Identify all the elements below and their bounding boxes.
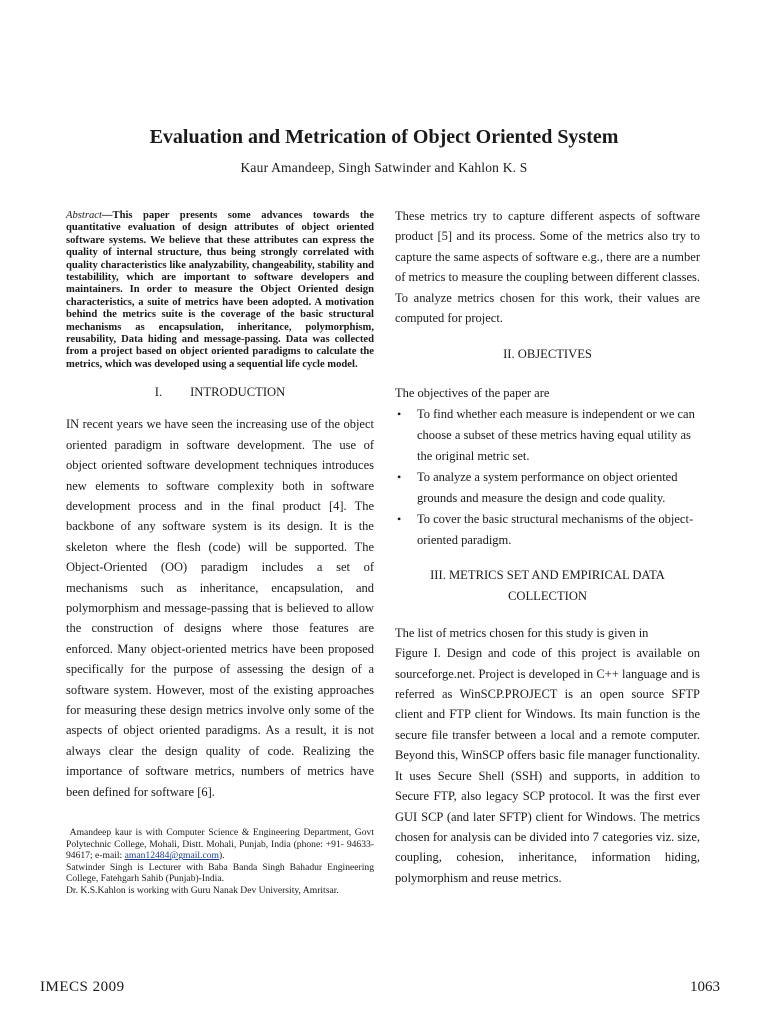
bullet-glyph: • <box>397 469 402 484</box>
abstract-label: Abstract <box>66 210 102 221</box>
metrics-list-intro: The list of metrics chosen for this study is given in <box>395 625 649 640</box>
right-column <box>395 206 700 888</box>
section-heading-objectives: II. OBJECTIVES <box>503 347 592 362</box>
section-title-metrics-line2: COLLECTION <box>507 588 588 603</box>
abstract <box>66 210 374 371</box>
section-title-metrics-line1: III. METRICS SET AND EMPIRICAL DATA <box>430 567 665 582</box>
list-item <box>395 404 700 467</box>
bullet-glyph: • <box>397 406 402 421</box>
section-heading-metrics <box>395 565 700 607</box>
footnote-third-author: Dr. K.S.Kahlon is working with Guru Nanak Dev University, Amritsar. <box>66 884 339 896</box>
footnote-second-author: Satwinder Singh is Lecturer with Baba Banda Singh Bahadur Engineering College, Fatehgarh Sahib (Punjab)-India. <box>66 861 374 885</box>
author-list: Kaur Amandeep, Singh Satwinder and Kahlon K. S <box>240 160 528 175</box>
list-item <box>395 509 700 551</box>
abstract-dash: — <box>101 210 113 221</box>
metrics-paragraph: Figure I. Design and code of this project is available on sourceforge.net. Project is developed in C++ language and is referred as WinSCP.PROJECT is an open source SFTP client and FTP client for Windows. Its main function is the secure file transfer between a local and a remote computer. Beyond this, WinSCP offers basic file manager functionality. It uses Secure Shell (SSH) and supports, in addition to Secure FTP, also legacy SCP protocol. It was the first ever GUI SCP (and later SFTP) client for Windows. The metrics chosen for analysis can be divided into 7 categories viz. size, coupling, cohesion, inheritance, information hiding, polymorphism and reuse metrics. <box>395 646 700 885</box>
metrics-aspects-paragraph: These metrics try to capture different aspects of software product [5] and its process. Some of the metrics also try to capture the same aspects of software e.g., there are a number of metrics to measure the coupling between different classes. To analyze metrics chosen for this work, their values are computed for project. <box>395 209 700 326</box>
list-item <box>395 467 700 509</box>
section-title-introduction: INTRODUCTION <box>190 385 286 400</box>
abstract-text: This paper presents some advances towards the quantitative evaluation of design attributes of object oriented software systems. We believe that these attributes can express the quality of internal structure, thus being strongly correlated with quality characteristics like analyzability, changeability, stability and testabilility, which are important to software developers and maintainers. In order to measure the Object Oriented design characteristics, a suite of metrics have been adopted. A motivation behind the metrics suite is the coverage of the basic structural mechanisms as encapsulation, inheritance, polymorphism, reusability, Data hiding and message-passing. Data was collected from a project based on object oriented paradigms to calculate the metrics, which was developed using a sequential life cycle model. <box>66 210 374 370</box>
footnote-first-author <box>66 827 374 862</box>
conference-footer: IMECS 2009 <box>40 979 125 995</box>
objective-text: To analyze a system performance on object oriented grounds and measure the design and code quality. <box>417 469 678 505</box>
bullet-glyph: • <box>397 511 402 526</box>
author-email-link[interactable]: aman12484@gmail.com <box>124 850 219 862</box>
left-column <box>66 210 374 802</box>
section-heading-introduction <box>66 385 374 400</box>
page-number: 1063 <box>690 979 720 995</box>
footnote-first-author-end: ). <box>218 850 225 862</box>
objective-text: To cover the basic structural mechanisms of the object-oriented paradigm. <box>417 511 694 547</box>
objectives-intro: The objectives of the paper are <box>395 386 550 401</box>
objectives-list <box>395 404 700 551</box>
introduction-paragraph: IN recent years we have seen the increasing use of the object oriented paradigm in software development. The use of object oriented software development techniques introduces new elements to software complexity both in software development process and in the final product [4]. The backbone of any software system is its design. It is the skeleton where the flesh (code) will be supported. The Object-Oriented (OO) paradigm includes a set of mechanisms such as inheritance, encapsulation, and polymorphism and message-passing that is believed to allow the construction of designs where those features are enforced. Many object-oriented metrics have been proposed specifically for the purpose of assessing the design of a software system. However, most of the existing approaches for measuring these design metrics involve only some of the aspects of object oriented paradigms. As a result, it is not always clear the design quality of code. Realizing the importance of software metrics, numbers of metrics have been defined for software [6]. <box>66 417 374 799</box>
author-footnotes <box>66 827 374 897</box>
footnote-first-author-text: Amandeep kaur is with Computer Science & Engineering Department, Govt Polytechnic College, Mohali, Distt. Mohali, Punjab, India (phone: +91- 94633-94617; e-mail: <box>66 827 374 862</box>
objective-text: To find whether each measure is independent or we can choose a subset of these metrics having equal utility as the original metric set. <box>417 406 695 463</box>
section-number-introduction: I. <box>154 385 163 400</box>
paper-title: Evaluation and Metrication of Object Oriented System <box>149 126 619 148</box>
